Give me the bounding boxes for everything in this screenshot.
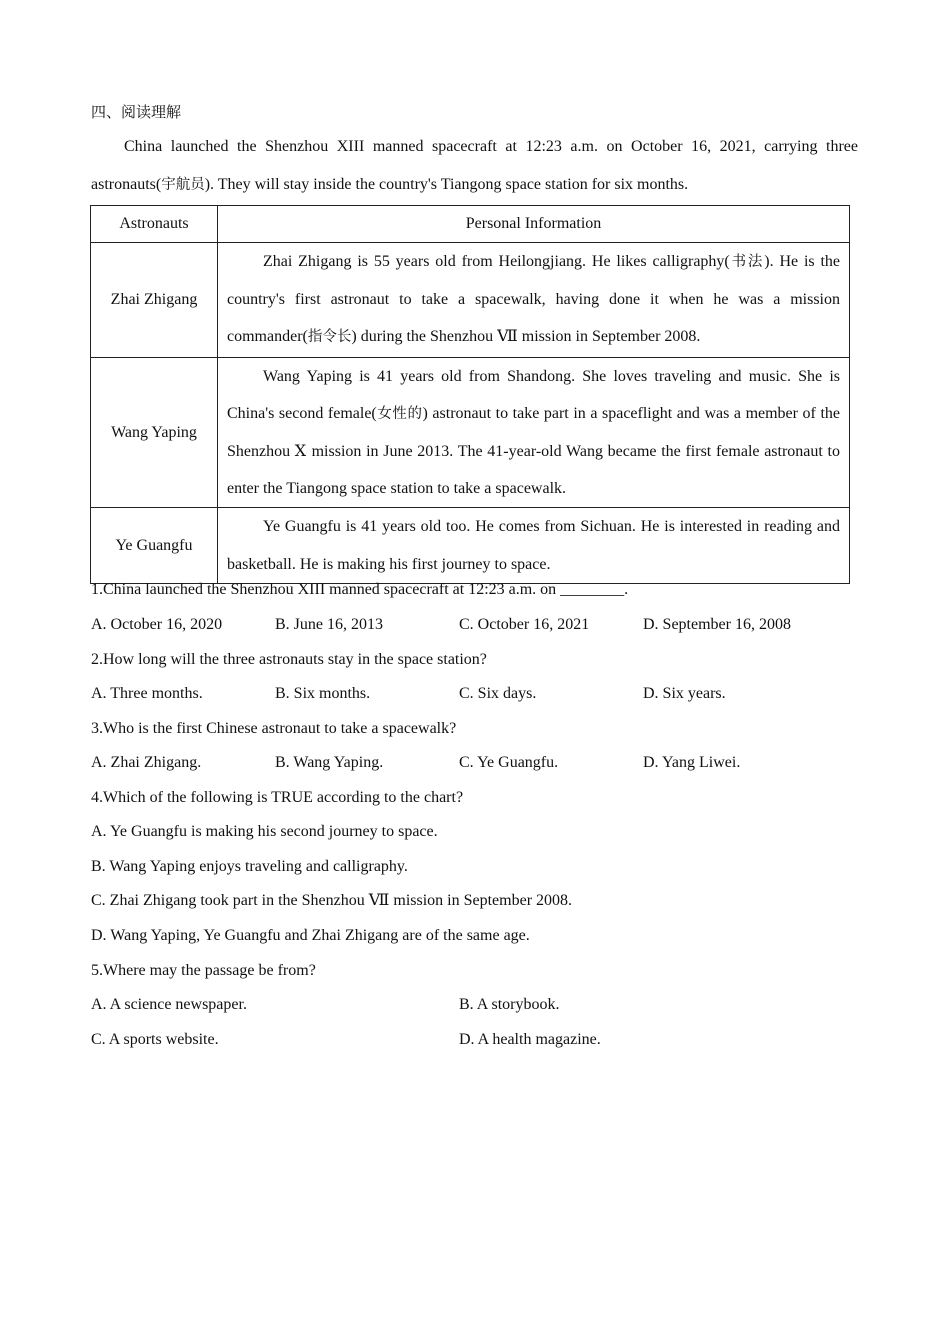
- question-3-option-c[interactable]: C. Ye Guangfu.: [459, 754, 559, 771]
- personal-info: [218, 243, 850, 358]
- question-1-option-c[interactable]: C. October 16, 2021: [459, 616, 590, 633]
- question-5-option-c[interactable]: C. A sports website.: [91, 1031, 219, 1048]
- question-4-stem: 4.Which of the following is TRUE according to the chart?: [91, 789, 464, 806]
- question-3-option-b[interactable]: B. Wang Yaping.: [275, 754, 384, 771]
- question-4-option-b[interactable]: B. Wang Yaping enjoys traveling and calligraphy.: [91, 858, 408, 875]
- info-cjk-gloss: 书法: [729, 254, 765, 270]
- info-text: ). He is the country's first astronaut to take a spacewalk, having done it when he was a mission commander(: [227, 253, 841, 346]
- table-row: [91, 357, 850, 508]
- info-text: ) during the Shenzhou Ⅶ mission in September 2008.: [351, 328, 701, 346]
- question-5-option-d[interactable]: D. A health magazine.: [459, 1031, 601, 1048]
- astronaut-name: Ye Guangfu: [91, 508, 218, 583]
- info-text: Wang Yaping is 41 years old from Shandong. She loves traveling and music. She is China's second female(: [227, 367, 840, 422]
- personal-info: [218, 508, 850, 583]
- question-5-stem: 5.Where may the passage be from?: [91, 962, 316, 979]
- question-2-option-c[interactable]: C. Six days.: [459, 685, 537, 702]
- intro-paragraph: [91, 128, 858, 204]
- table-row: [91, 508, 850, 583]
- question-1-option-a[interactable]: A. October 16, 2020: [91, 616, 223, 633]
- question-5-option-b[interactable]: B. A storybook.: [459, 996, 560, 1013]
- astronaut-name: Zhai Zhigang: [91, 243, 218, 358]
- question-1-stem: 1.China launched the Shenzhou XIII manned spacecraft at 12:23 a.m. on ________.: [91, 581, 629, 598]
- info-text: Zhai Zhigang is 55 years old from Heilongjiang. He likes calligraphy(: [263, 253, 730, 270]
- question-2-stem: 2.How long will the three astronauts stay in the space station?: [91, 651, 487, 668]
- table-row: [91, 243, 850, 358]
- question-5-option-a[interactable]: A. A science newspaper.: [91, 996, 247, 1013]
- question-2-option-d[interactable]: D. Six years.: [643, 685, 726, 702]
- question-1-option-b[interactable]: B. June 16, 2013: [275, 616, 383, 633]
- info-text: ) astronaut to take part in a spaceflight and was a member of the Shenzhou Ⅹ mission in June 2013. The 41-year-old Wang became the first female astronaut to enter the Tiangong space station to take a spacewalk.: [227, 404, 840, 498]
- column-header-personal-information: Personal Information: [218, 206, 850, 243]
- question-3-option-d[interactable]: D. Yang Liwei.: [643, 754, 741, 771]
- intro-text: ). They will stay inside the country's Tiangong space station for six months.: [204, 175, 689, 193]
- question-1-option-d[interactable]: D. September 16, 2008: [643, 616, 791, 633]
- question-4-option-c[interactable]: C. Zhai Zhigang took part in the Shenzhou Ⅶ mission in September 2008.: [91, 892, 573, 909]
- table-header-row: [91, 206, 850, 243]
- personal-info: [218, 357, 850, 508]
- section-title: 四、阅读理解: [91, 103, 182, 121]
- info-cjk-gloss: 指令长: [307, 329, 352, 346]
- intro-cjk-gloss: 宇航员: [161, 176, 205, 193]
- column-header-astronauts: Astronauts: [91, 206, 218, 243]
- astronaut-info-table: [90, 205, 850, 584]
- question-4-option-d[interactable]: D. Wang Yaping, Ye Guangfu and Zhai Zhigang are of the same age.: [91, 927, 530, 944]
- question-3-stem: 3.Who is the first Chinese astronaut to take a spacewalk?: [91, 720, 457, 737]
- astronaut-name: Wang Yaping: [91, 357, 218, 508]
- question-4-option-a[interactable]: A. Ye Guangfu is making his second journey to space.: [91, 823, 438, 840]
- question-2-option-b[interactable]: B. Six months.: [275, 685, 371, 702]
- question-2-option-a[interactable]: A. Three months.: [91, 685, 203, 702]
- info-cjk-gloss: 女性的: [376, 405, 423, 422]
- info-text: Ye Guangfu is 41 years old too. He comes from Sichuan. He is interested in reading and basketball. He is making his first journey to space.: [227, 518, 840, 573]
- question-3-option-a[interactable]: A. Zhai Zhigang.: [91, 754, 202, 771]
- intro-text: China launched the Shenzhou XIII manned spacecraft at 12:23 a.m. on October 16, 2021, carrying three astronauts(: [91, 138, 858, 193]
